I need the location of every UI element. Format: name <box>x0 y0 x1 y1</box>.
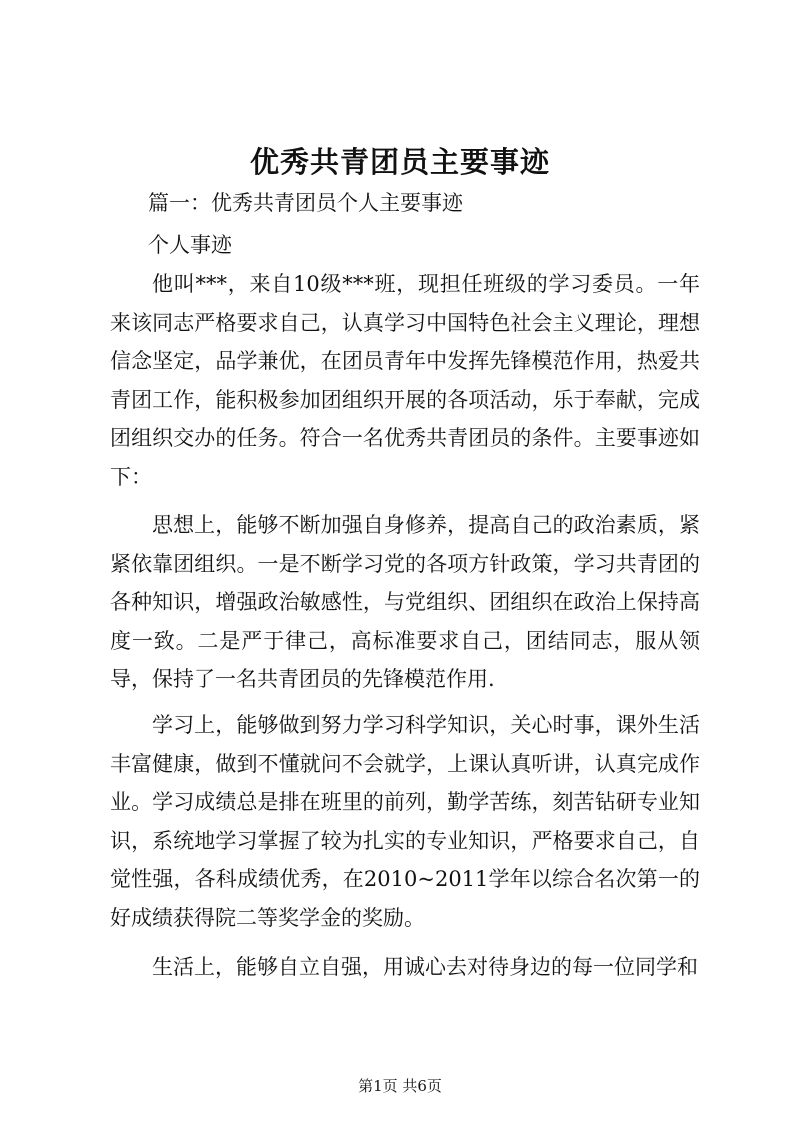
section-heading: 篇一：优秀共青团员个人主要事迹 <box>148 191 463 215</box>
paragraph-ideology: 思想上，能够不断加强自身修养，提高自己的政治素质，紧紧依靠团组织。一是不断学习党的各项方针政策，学习共青团的各种知识，增强政治敏感性，与党组织、团组织在政治上保持高度一致。二是严于律己，高标准要求自己，团结同志，服从领导，保持了一名共青团员的先锋模范作用. <box>110 513 700 691</box>
page-number-footer: 第1页 共6页 <box>358 1077 442 1095</box>
subheading: 个人事迹 <box>148 233 232 257</box>
page-title: 优秀共青团员主要事迹 <box>249 145 550 179</box>
paragraph-study: 学习上，能够做到努力学习科学知识，关心时事，课外生活丰富健康，做到不懂就问不会就学，上课认真听讲，认真完成作业。学习成绩总是排在班里的前列，勤学苦练，刻苦钻研专业知识，系统地学习掌握了较为扎实的专业知识，严格要求自己，自觉性强，各科成绩优秀，在2010~2011学年以综合名次第一的好成绩获得院二等奖学金的奖励。 <box>110 713 700 930</box>
paragraph-life: 生活上，能够自立自强，用诚心去对待身边的每一位同学和 <box>152 955 698 979</box>
paragraph-intro: 他叫***，来自10级***班，现担任班级的学习委员。一年来该同志严格要求自己，认真学习中国特色社会主义理论，理想信念坚定，品学兼优，在团员青年中发挥先锋模范作用，热爱共青团工作，能积极参加团组织开展的各项活动，乐于奉献，完成团组织交办的任务。符合一名优秀共青团员的条件。主要事迹如下： <box>110 272 700 489</box>
